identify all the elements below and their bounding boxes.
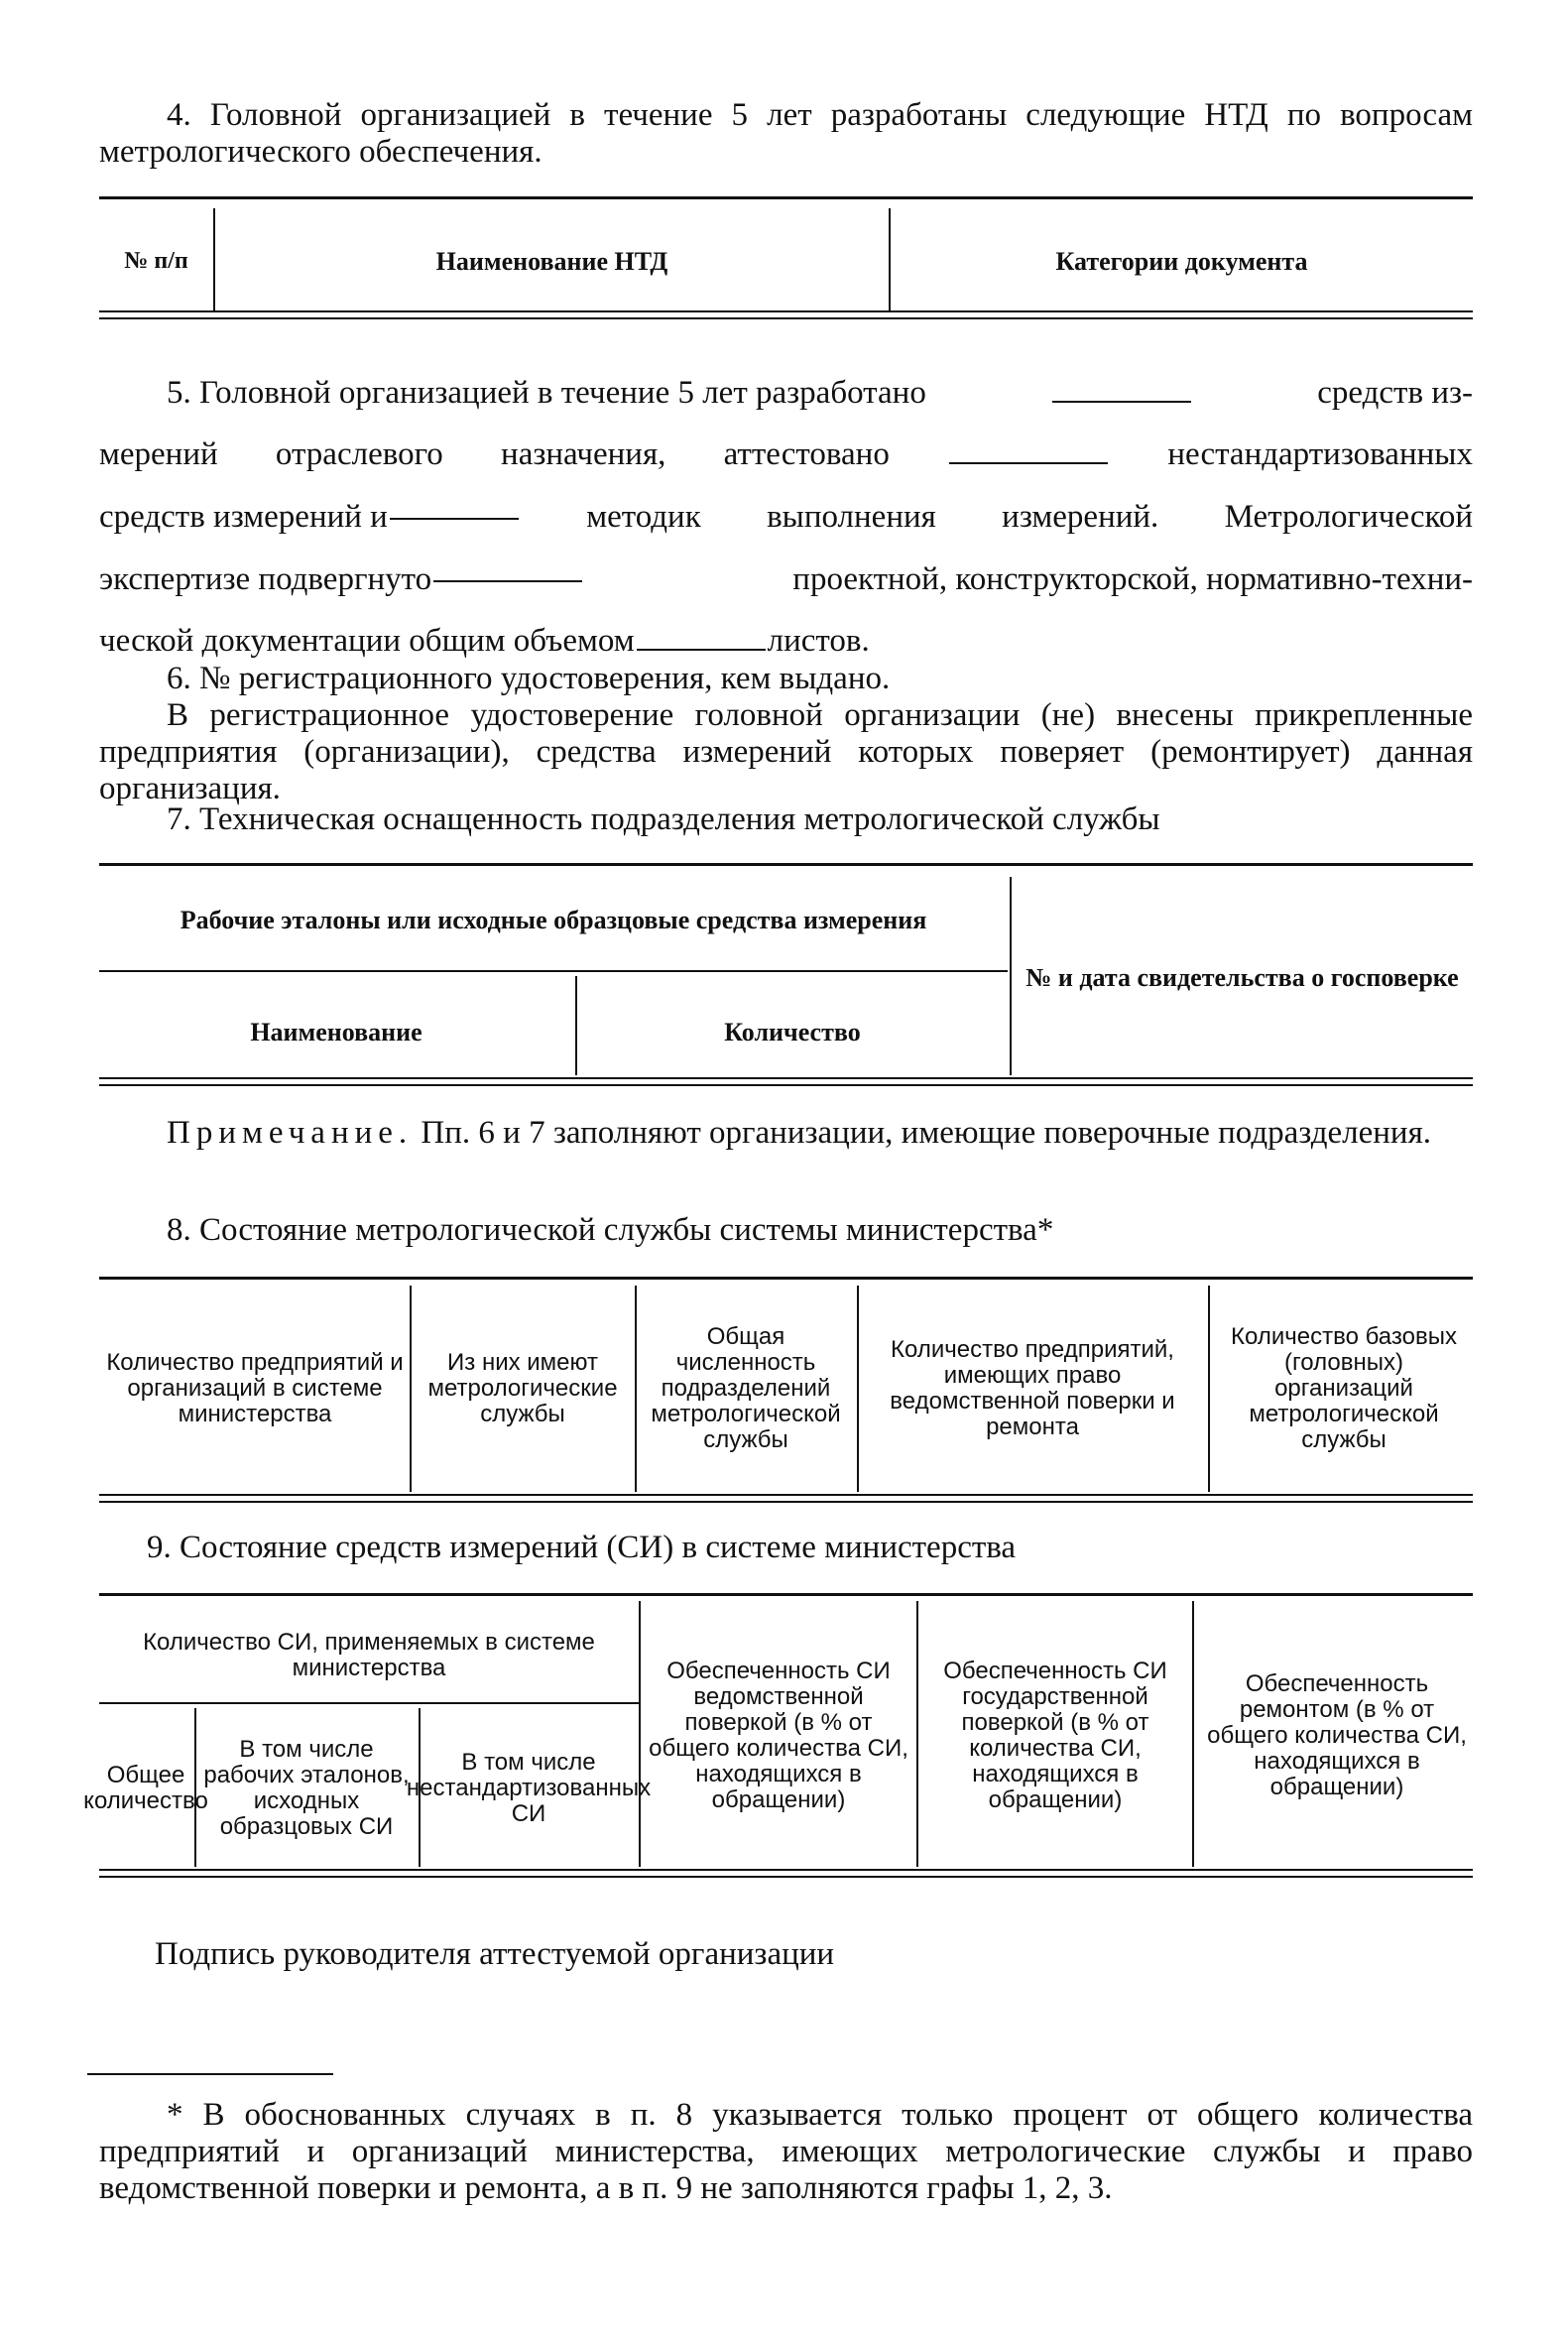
table-9-top-rule [99, 1593, 1473, 1596]
table-8-col-4: Количество предприятий, имеющих право ведомственной поверки и ремонта [890, 1336, 1175, 1440]
table-8-divider [1208, 1286, 1210, 1492]
section-6-title: 6. № регистрационного удостоверения, кем выдано. [167, 661, 891, 696]
table-7-header-qty: Количество [724, 1017, 861, 1046]
table-9-bottom-rule [99, 1869, 1473, 1871]
fill-blank [637, 649, 766, 651]
table-8-bottom-rule [99, 1501, 1473, 1503]
section-9-title: 9. Состояние средств измерений (СИ) в системе министерства [147, 1530, 1017, 1565]
table-ntd-header-num: № п/п [124, 247, 188, 274]
note-text: Пп. 6 и 7 заполняют организации, имеющие поверочные подразделения. [421, 1115, 1432, 1151]
table-9-header-group: Количество СИ, применяемых в системе министерства [143, 1629, 595, 1681]
s5-text: измерений. [1002, 499, 1159, 535]
fill-blank [949, 462, 1108, 464]
table-9-header-total: Общее количество [83, 1762, 208, 1814]
section-5-line-1 [99, 375, 1473, 412]
fill-blank [390, 518, 519, 520]
table-7-header-cert: № и дата свидетельства о госповерке [1025, 962, 1459, 992]
s5-text: листов. [767, 623, 870, 659]
s5-text: нестандартизованных [1167, 436, 1473, 472]
table-8-col-3: Общая численность подразделений метрологической службы [651, 1323, 841, 1453]
table-9-bottom-rule [99, 1876, 1473, 1878]
s5-text: средств измерений и [99, 499, 388, 535]
section-4-text: 4. Головной организацией в течение 5 лет разработаны следующие НТД по вопросам метрологического обеспечения. [99, 97, 1473, 170]
table-8-bottom-rule [99, 1494, 1473, 1496]
fill-blank [433, 580, 582, 582]
s5-text: ческой документации общим объемом [99, 623, 635, 659]
s5-text: отраслевого [275, 436, 443, 472]
table-7-divider [1010, 877, 1012, 1075]
s5-text: Метрологической [1224, 499, 1473, 535]
s5-text: проектной, конструкторской, нормативно-техни- [792, 561, 1473, 597]
section-5-line-3 [99, 499, 1473, 536]
table-8-divider [410, 1286, 412, 1492]
table-ntd-header-name: Наименование НТД [435, 246, 668, 276]
table-9-header-state: Обеспеченность СИ государственной поверкой (в % от количества СИ, находящихся в обращении) [943, 1658, 1167, 1813]
table-8-divider [635, 1286, 637, 1492]
footnote: * В обоснованных случаях в п. 8 указывается только процент от общего количества предприятий и организаций министерства, имеющих метрологические службы и право ведомственной поверки и ремонта, а в п. 9 не заполняются графы 1, 2, 3. [99, 2097, 1473, 2206]
table-9-header-work: В том числе рабочих эталонов, исходных образцовых СИ [203, 1736, 410, 1840]
table-ntd-header-category: Категории документа [1055, 246, 1308, 276]
s5-text: методик [586, 499, 701, 535]
section-5-line-5 [99, 623, 1473, 660]
table-8-divider [857, 1286, 859, 1492]
table-ntd-bottom-rule [99, 310, 1473, 312]
section-5-line-4 [99, 561, 1473, 598]
table-7-header-group: Рабочие эталоны или исходные образцовые средства измерения [180, 905, 927, 934]
table-ntd-bottom-rule [99, 317, 1473, 319]
table-7-bottom-rule [99, 1077, 1473, 1079]
s5-text: мерений [99, 436, 218, 472]
section-6-body: В регистрационное удостоверение головной организации (не) внесены прикрепленные предприятия (организации), средства измерений которых поверяет (ремонтирует) данная организация. [99, 697, 1473, 806]
s5-text: выполнения [767, 499, 936, 535]
section-7-title: 7. Техническая оснащенность подразделения метрологической службы [167, 801, 1160, 837]
s5-text: экспертизе подвергнуто [99, 561, 432, 597]
table-7-sub-rule [99, 970, 1008, 972]
table-7-bottom-rule [99, 1084, 1473, 1086]
note [99, 1115, 1473, 1152]
note-label: Примечание. [167, 1115, 414, 1151]
table-8-top-rule [99, 1277, 1473, 1280]
s5-text: назначения, [501, 436, 666, 472]
table-9-sub-rule [99, 1702, 639, 1704]
s5-text: средств из- [1317, 375, 1473, 411]
table-ntd-top-rule [99, 196, 1473, 199]
table-8-col-1: Количество предприятий и организаций в системе министерства [106, 1349, 404, 1427]
signature-line: Подпись руководителя аттестуемой организации [155, 1936, 835, 1972]
table-7-header-name: Наименование [250, 1017, 422, 1046]
table-9-divider [1192, 1601, 1194, 1867]
section-8-title: 8. Состояние метрологической службы системы министерства* [167, 1212, 1054, 1248]
table-7-top-rule [99, 863, 1473, 866]
table-8-col-2: Из них имеют метрологические службы [427, 1349, 618, 1427]
table-8-col-5: Количество базовых (головных) организаций метрологической службы [1231, 1323, 1457, 1453]
s5-text: аттестовано [723, 436, 890, 472]
table-9-header-nonstd: В том числе нестандартизованных СИ [406, 1749, 652, 1827]
fill-blank [1052, 401, 1191, 403]
footnote-rule [87, 2073, 333, 2075]
section-5-line-2 [99, 436, 1473, 473]
table-9-header-repair: Обеспеченность ремонтом (в % от общего количества СИ, находящихся в обращении) [1207, 1670, 1467, 1800]
s5-text: 5. Головной организацией в течение 5 лет разработано [167, 375, 926, 411]
table-9-header-dept: Обеспеченность СИ ведомственной поверкой (в % от общего количества СИ, находящихся в обращении) [649, 1658, 908, 1813]
table-9-divider [916, 1601, 918, 1867]
